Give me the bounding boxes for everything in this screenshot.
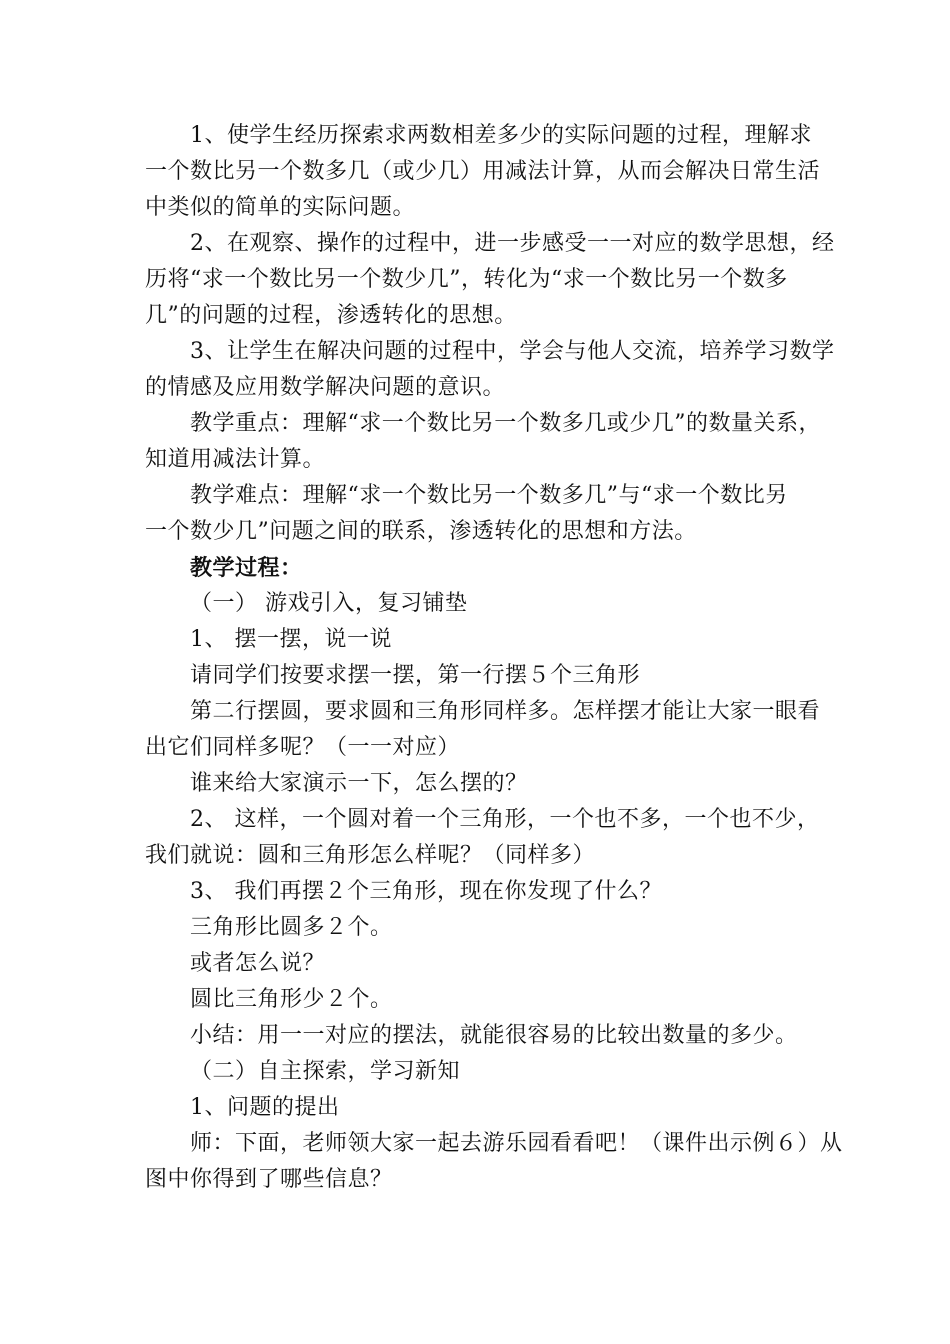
section-2-heading: （二）自主探索，学习新知: [190, 1059, 461, 1084]
step-1-demo: 谁来给大家演示一下，怎么摆的？: [190, 771, 528, 796]
objective-1-line-2: 一个数比另一个数多几（或少几）用减法计算，从而会解决日常生活: [145, 159, 821, 184]
difficulty-line-2: 一个数少几”问题之间的联系，渗透转化的思想和方法。: [145, 519, 697, 544]
teacher-line-2: 图中你得到了哪些信息？: [145, 1167, 393, 1192]
problem-heading: 1、问题的提出: [190, 1095, 340, 1120]
objective-2-line-2: 历将“求一个数比另一个数少几”，转化为“求一个数比另一个数多: [145, 267, 788, 292]
objective-3-line-1: 3、让学生在解决问题的过程中，学会与他人交流，培养学习数学: [190, 339, 835, 364]
step-1-question-line-2: 出它们同样多呢？（一一对应）: [145, 735, 461, 760]
summary-line: 小结：用一一对应的摆法，就能很容易的比较出数量的多少。: [190, 1023, 798, 1048]
objective-3-line-2: 的情感及应用数学解决问题的意识。: [145, 375, 506, 400]
objective-2-line-1: 2、在观察、操作的过程中，进一步感受一一对应的数学思想，经: [190, 231, 835, 256]
step-1-question-line-1: 第二行摆圆，要求圆和三角形同样多。怎样摆才能让大家一眼看: [190, 699, 821, 724]
objective-1-line-3: 中类似的简单的实际问题。: [145, 195, 416, 220]
answer-less: 圆比三角形少２个。: [190, 987, 393, 1012]
step-3-line: 3、 我们再摆２个三角形，现在你发现了什么？: [190, 879, 662, 904]
prompt-other: 或者怎么说？: [190, 951, 326, 976]
section-1-heading: （一） 游戏引入，复习铺垫: [190, 591, 468, 616]
teacher-line-1: 师：下面，老师领大家一起去游乐园看看吧！（课件出示例６）从: [190, 1131, 843, 1156]
process-heading: 教学过程：: [190, 555, 303, 581]
step-1-instruction: 请同学们按要求摆一摆，第一行摆５个三角形: [190, 663, 641, 688]
key-point-line-2: 知道用减法计算。: [145, 447, 326, 472]
answer-more: 三角形比圆多２个。: [190, 915, 393, 940]
difficulty-line-1: 教学难点：理解“求一个数比另一个数多几”与“求一个数比另: [190, 483, 788, 508]
key-point-line-1: 教学重点：理解“求一个数比另一个数多几或少几”的数量关系，: [190, 411, 821, 436]
objective-1-line-1: 1、使学生经历探索求两数相差多少的实际问题的过程，理解求: [190, 123, 812, 148]
step-1-heading: 1、 摆一摆，说一说: [190, 627, 392, 652]
objective-2-line-3: 几”的问题的过程，渗透转化的思想。: [145, 303, 517, 328]
step-2-line-1: 2、 这样，一个圆对着一个三角形，一个也不多，一个也不少，: [190, 807, 820, 832]
step-2-line-2: 我们就说：圆和三角形怎么样呢？（同样多）: [145, 843, 596, 868]
